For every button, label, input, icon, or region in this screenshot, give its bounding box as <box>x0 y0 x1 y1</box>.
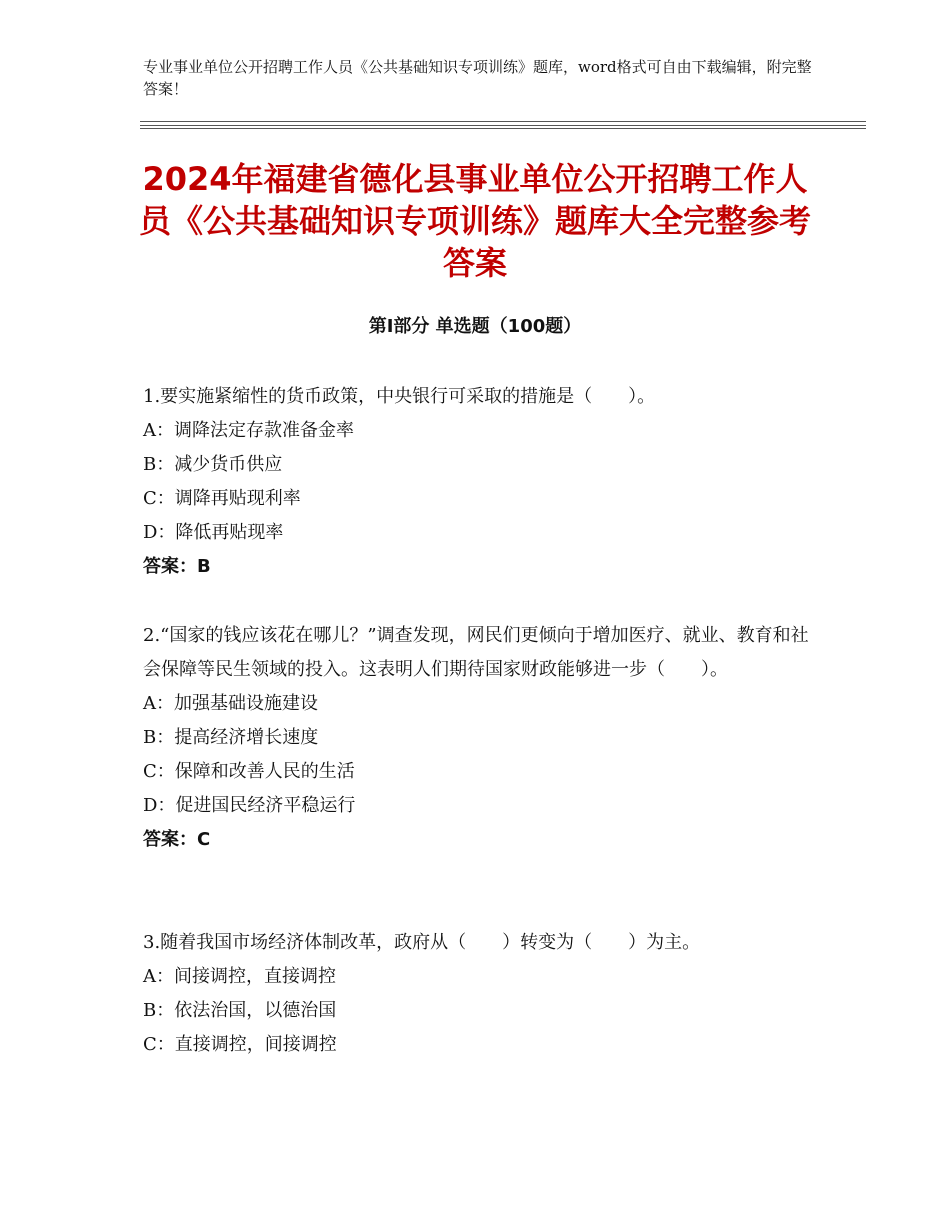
option-b: B：提高经济增长速度 <box>143 727 319 748</box>
option-a: A：调降法定存款准备金率 <box>143 420 354 441</box>
header-divider-line <box>140 121 866 122</box>
option-c: C：保障和改善人民的生活 <box>143 761 355 782</box>
question-2 <box>143 619 823 857</box>
option-c: C：直接调控，间接调控 <box>143 1034 337 1055</box>
header-note: 专业事业单位公开招聘工作人员《公共基础知识专项训练》题库，word格式可自由下载编辑，附完整答案！ <box>143 58 812 98</box>
question-3 <box>143 926 823 1062</box>
question-text: 1.要实施紧缩性的货币政策，中央银行可采取的措施是（ ）。 <box>143 386 656 407</box>
answer: 答案：C <box>143 829 211 850</box>
option-a: A：间接调控，直接调控 <box>143 966 336 987</box>
section-title: 第Ⅰ部分 单选题（100题） <box>368 316 582 337</box>
answer: 答案：B <box>143 556 211 577</box>
question-1 <box>143 380 823 584</box>
option-c: C：调降再贴现利率 <box>143 488 301 509</box>
header-divider-line <box>140 125 866 126</box>
option-a: A：加强基础设施建设 <box>143 693 318 714</box>
question-text: 3.随着我国市场经济体制改革，政府从（ ）转变为（ ）为主。 <box>143 932 701 953</box>
option-d: D：促进国民经济平稳运行 <box>143 795 356 816</box>
option-b: B：减少货币供应 <box>143 454 283 475</box>
option-d: D：降低再贴现率 <box>143 522 284 543</box>
header-divider-line <box>140 128 866 129</box>
document-title: 2024年福建省德化县事业单位公开招聘工作人员《公共基础知识专项训练》题库大全完整参考答案 <box>138 160 811 282</box>
question-text: 2.“国家的钱应该花在哪儿？”调查发现，网民们更倾向于增加医疗、就业、教育和社会保障等民生领域的投入。这表明人们期待国家财政能够进一步（ ）。 <box>143 625 809 680</box>
option-b: B：依法治国，以德治国 <box>143 1000 337 1021</box>
